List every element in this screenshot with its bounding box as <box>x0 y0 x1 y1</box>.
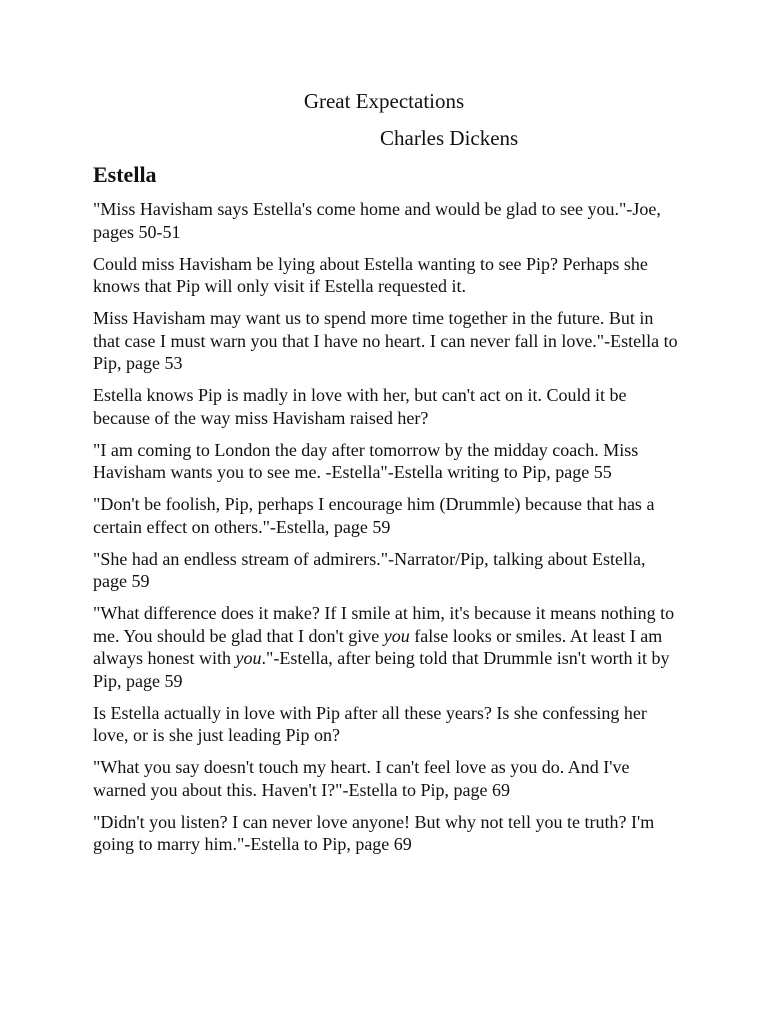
paragraph-9: Is Estella actually in love with Pip after all these years? Is she confessing her love, or is she just leading Pip on? <box>93 702 647 745</box>
document-author: Charles Dickens <box>380 126 519 150</box>
paragraph-10: "What you say doesn't touch my heart. I can't feel love as you do. And I've warned you about this. Haven't I?"-Estella to Pip, page 69 <box>93 757 630 800</box>
paragraph-6: "Don't be foolish, Pip, perhaps I encourage him (Drummle) because that has a certain effect on others."-Estella, page 59 <box>93 494 655 537</box>
paragraph-8: "What difference does it make? If I smile at him, it's because it means nothing to me. You should be glad that I don't give you false looks or smiles. At least I am always honest with you."-Estella, after being told that Drummle isn't worth it by Pip, page 59 <box>93 603 675 691</box>
paragraph-2: Could miss Havisham be lying about Estella wanting to see Pip? Perhaps she knows that Pip will only visit if Estella requested it. <box>93 253 648 296</box>
paragraph-11: "Didn't you listen? I can never love anyone! But why not tell you te truth? I'm going to marry him."-Estella to Pip, page 69 <box>93 811 655 854</box>
document-title: Great Expectations <box>303 89 465 113</box>
emphasis-you: you <box>383 625 410 646</box>
paragraph-5: "I am coming to London the day after tomorrow by the midday coach. Miss Havisham wants you to see me. -Estella"-Estella writing to Pip, page 55 <box>93 439 639 482</box>
emphasis-you: you <box>235 648 262 668</box>
section-heading: Estella <box>93 162 157 187</box>
paragraph-1: "Miss Havisham says Estella's come home and would be glad to see you."-Joe, pages 50-51 <box>93 199 661 242</box>
paragraph-7: "She had an endless stream of admirers."-Narrator/Pip, talking about Estella, page 59 <box>93 548 646 591</box>
paragraph-4: Estella knows Pip is madly in love with her, but can't act on it. Could it be because of the way miss Havisham raised her? <box>93 385 627 428</box>
paragraph-3: Miss Havisham may want us to spend more time together in the future. But in that case I must warn you that I have no heart. I can never fall in love."-Estella to Pip, page 53 <box>93 308 678 373</box>
document-body <box>93 198 683 865</box>
